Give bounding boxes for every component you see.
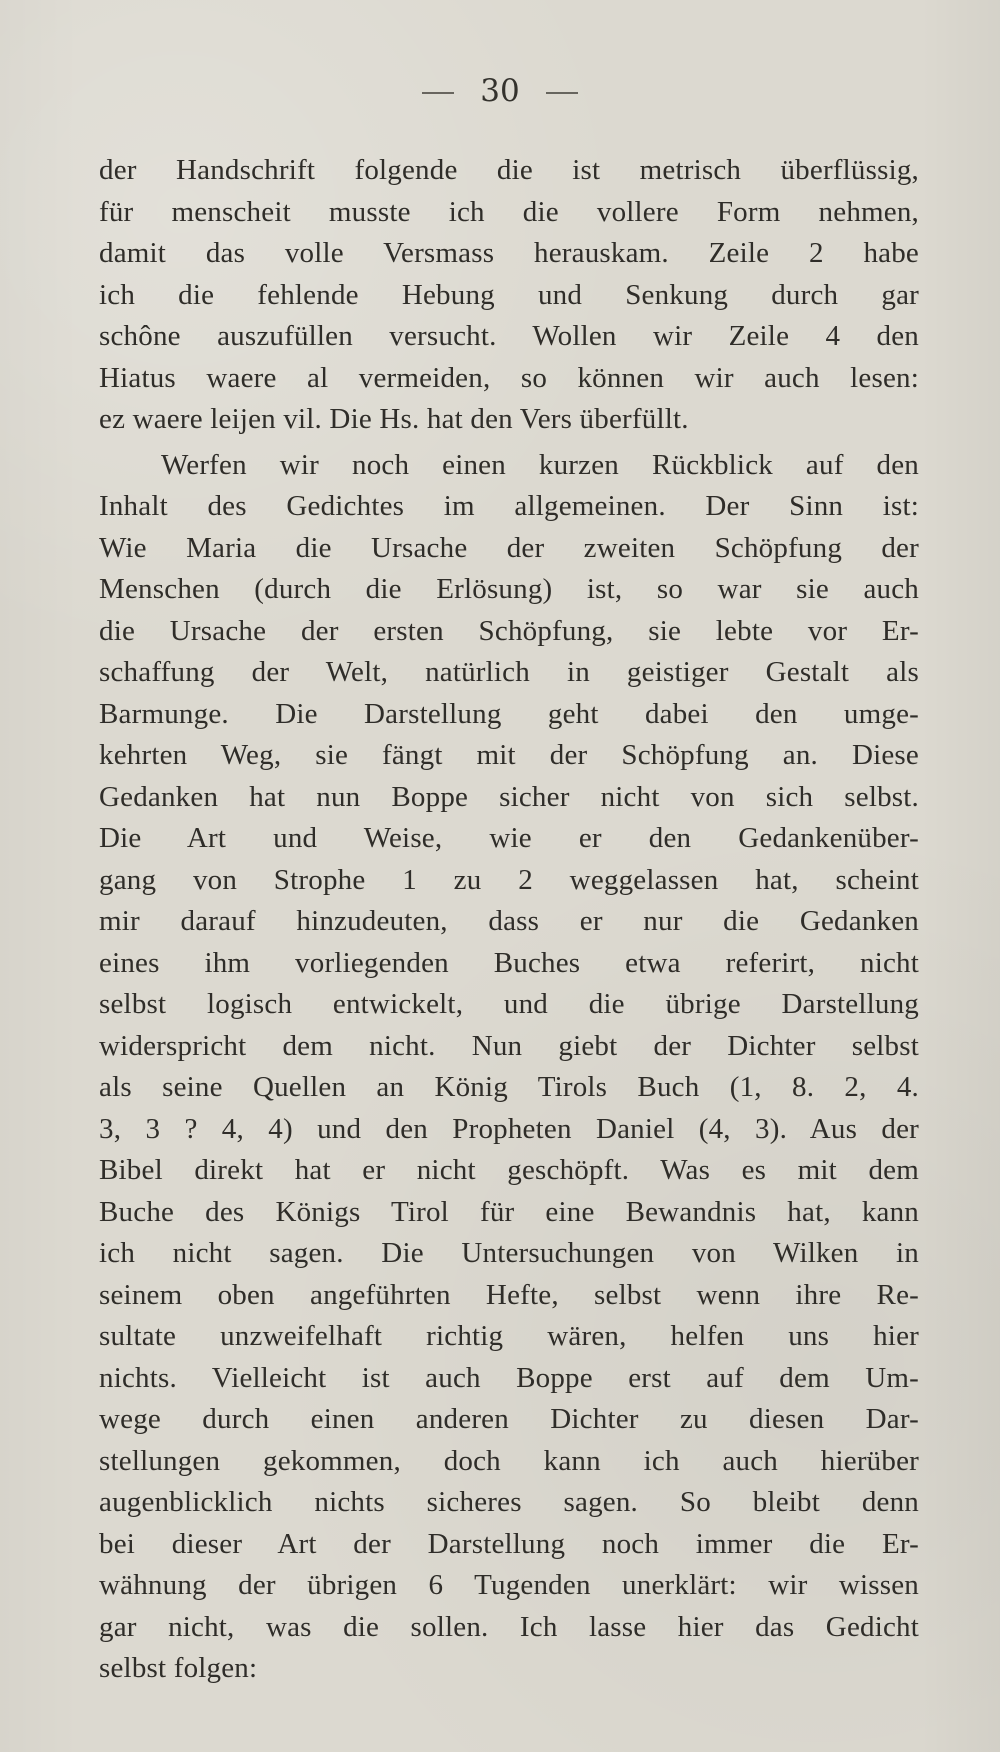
text-line: Wie Maria die Ursache der zweiten Schöpfung der [99, 531, 919, 564]
text-line: Die Art und Weise, wie er den Gedankenüber- [99, 822, 919, 854]
text-line: selbst logisch entwickelt, und die übrige Darstellung [99, 988, 919, 1020]
text-line: die Ursache der ersten Schöpfung, sie lebte vor Er- [99, 614, 919, 647]
text-line: eines ihm vorliegenden Buches etwa referirt, nicht [99, 946, 919, 979]
text-line: selbst folgen: [99, 1652, 258, 1684]
text-line: wege durch einen anderen Dichter zu diesen Dar- [99, 1403, 919, 1435]
text-line: als seine Quellen an König Tirols Buch (1, 8. 2, 4. [99, 1071, 919, 1103]
page-number: 30 [480, 73, 520, 109]
text-line: stellungen gekommen, doch kann ich auch hierüber [99, 1444, 919, 1477]
text-line: der Handschrift folgende die ist metrisch überflüssig, [99, 154, 919, 186]
text-line: gar nicht, was die sollen. Ich lasse hier das Gedicht [99, 1610, 919, 1643]
text-line: widerspricht dem nicht. Nun giebt der Dichter selbst [99, 1029, 919, 1062]
text-line: ez waere leijen vil. Die Hs. hat den Vers überfüllt. [99, 403, 689, 435]
text-line: ich nicht sagen. Die Untersuchungen von Wilken in [99, 1237, 919, 1269]
text-line: augenblicklich nichts sicheres sagen. So bleibt denn [99, 1486, 919, 1518]
text-line: für menscheit musste ich die vollere Form nehmen, [99, 195, 919, 228]
text-line: wähnung der übrigen 6 Tugenden unerklärt: wir wissen [99, 1569, 919, 1601]
left-dash-ornament [422, 92, 454, 94]
text-line: Werfen wir noch einen kurzen Rückblick auf den [161, 448, 919, 481]
text-line: seinem oben angeführten Hefte, selbst wenn ihre Re- [99, 1278, 919, 1311]
text-line: ich die fehlende Hebung und Senkung durch gar [99, 278, 919, 311]
text-line: Gedanken hat nun Boppe sicher nicht von sich selbst. [99, 780, 919, 813]
body-text [99, 150, 919, 1690]
text-line: nichts. Vielleicht ist auch Boppe erst auf dem Um- [99, 1361, 919, 1394]
text-line: schône auszufüllen versucht. Wollen wir Zeile 4 den [99, 320, 919, 352]
text-line: Hiatus waere al vermeiden, so können wir auch lesen: [99, 361, 919, 394]
text-line: Buche des Königs Tirol für eine Bewandnis hat, kann [99, 1195, 919, 1228]
text-line: damit das volle Versmass herauskam. Zeile 2 habe [99, 237, 919, 269]
text-line: bei dieser Art der Darstellung noch immer die Er- [99, 1527, 919, 1560]
text-line: Inhalt des Gedichtes im allgemeinen. Der Sinn ist: [99, 490, 919, 522]
text-line: 3, 3 ? 4, 4) und den Propheten Daniel (4, 3). Aus der [99, 1112, 919, 1145]
text-line: schaffung der Welt, natürlich in geistiger Gestalt als [99, 656, 919, 688]
text-line: Bibel direkt hat er nicht geschöpft. Was es mit dem [99, 1154, 919, 1186]
page-header [0, 74, 1000, 108]
text-line: gang von Strophe 1 zu 2 weggelassen hat, scheint [99, 863, 919, 896]
text-line: Barmunge. Die Darstellung geht dabei den umge- [99, 697, 919, 730]
right-dash-ornament [546, 92, 578, 94]
text-line: kehrten Weg, sie fängt mit der Schöpfung an. Diese [99, 739, 919, 771]
text-line: mir darauf hinzudeuten, dass er nur die Gedanken [99, 905, 919, 937]
text-line: sultate unzweifelhaft richtig wären, helfen uns hier [99, 1320, 919, 1352]
text-line: Menschen (durch die Erlösung) ist, so war sie auch [99, 573, 919, 605]
